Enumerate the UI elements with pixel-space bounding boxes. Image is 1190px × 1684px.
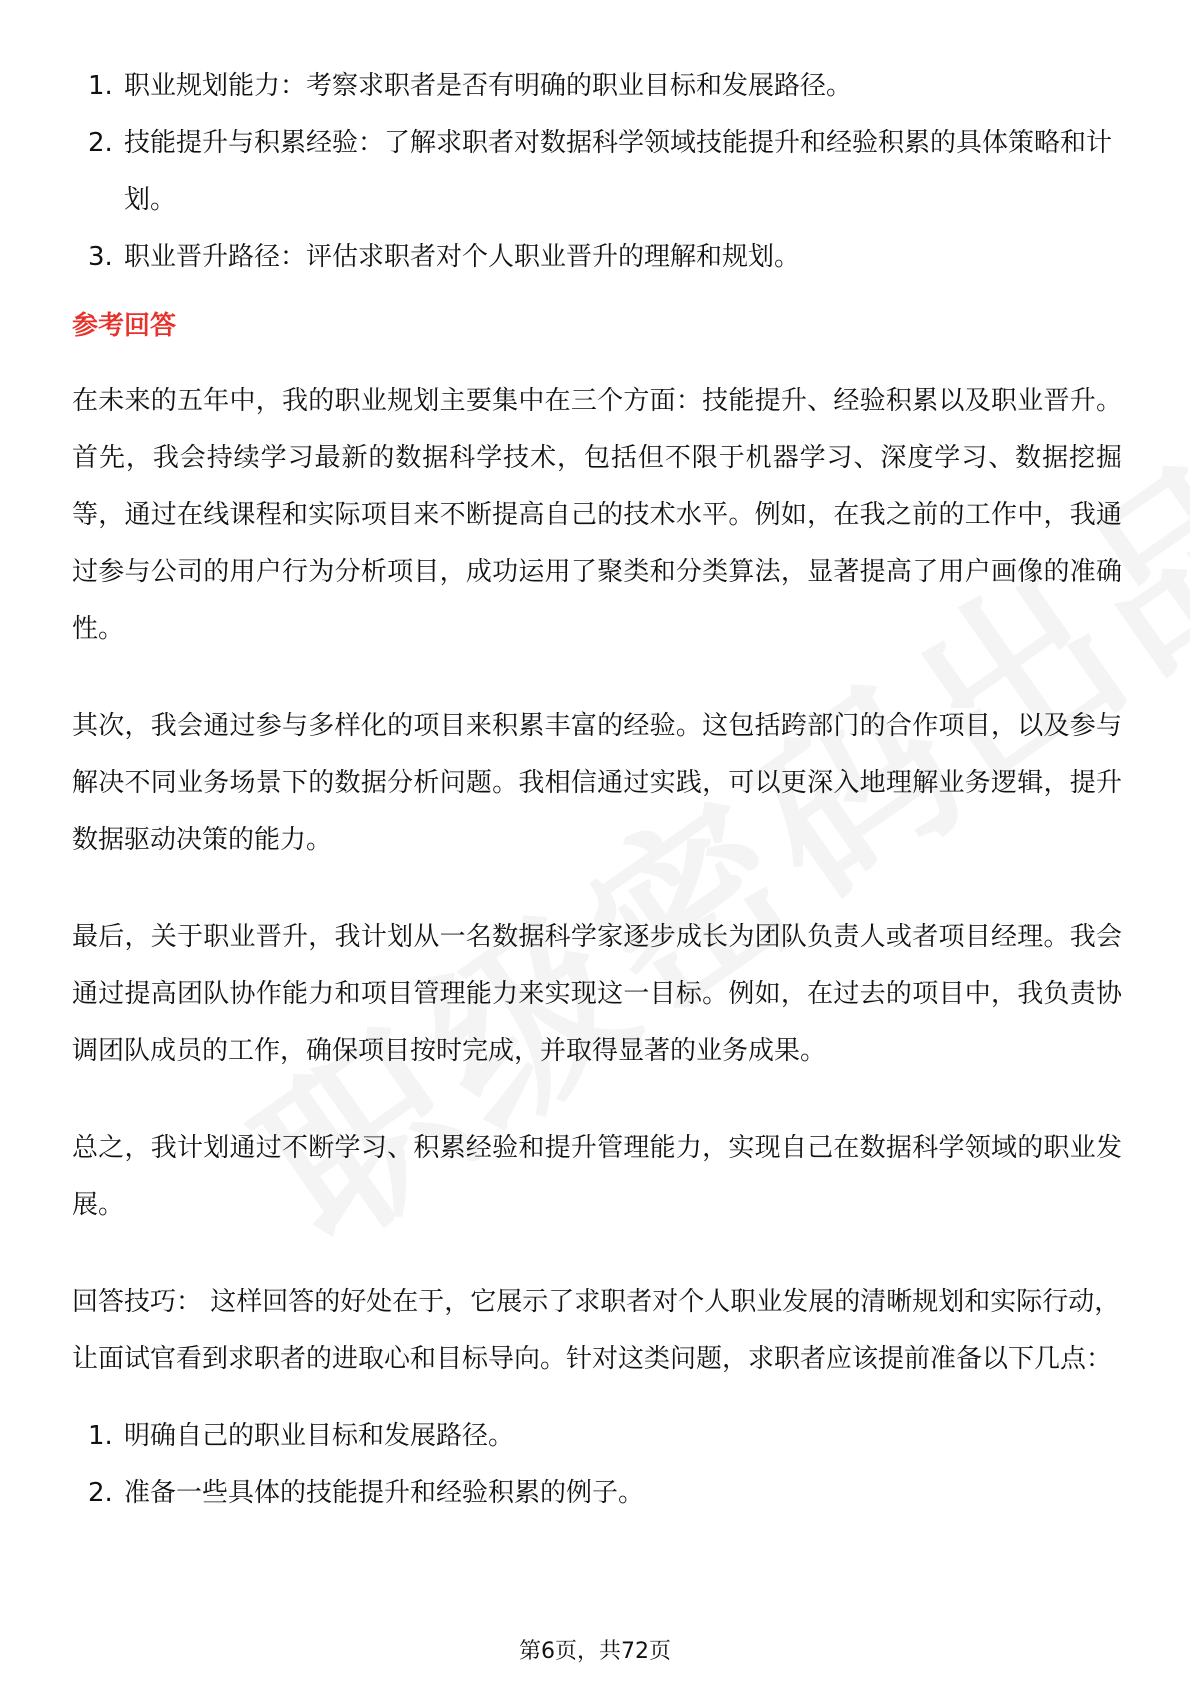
list-item-number: 1. xyxy=(88,1421,113,1451)
list-item-text: 职业晋升路径：评估求职者对个人职业晋升的理解和规划。 xyxy=(124,242,801,272)
document-page xyxy=(72,58,1122,1522)
list-item-number: 2. xyxy=(88,128,113,158)
list-item xyxy=(72,58,1122,115)
answer-paragraph: 最后，关于职业晋升，我计划从一名数据科学家逐步成长为团队负责人或者项目经理。我会通过提高团队协作能力和项目管理能力来实现这一目标。例如，在过去的项目中，我负责协调团队成员的工作，确保项目按时完成，并取得显著的业务成果。 xyxy=(72,922,1122,1066)
list-item-number: 2. xyxy=(88,1478,113,1508)
list-item xyxy=(72,229,1122,286)
answer-tips: 回答技巧： 这样回答的好处在于，它展示了求职者对个人职业发展的清晰规划和实际行动，让面试官看到求职者的进取心和目标导向。针对这类问题，求职者应该提前准备以下几点： xyxy=(72,1287,1121,1374)
answer-paragraph: 总之，我计划通过不断学习、积累经验和提升管理能力，实现自己在数据科学领域的职业发展。 xyxy=(72,1133,1122,1220)
criteria-list xyxy=(72,58,1122,286)
answer-paragraph: 在未来的五年中，我的职业规划主要集中在三个方面：技能提升、经验积累以及职业晋升。首先，我会持续学习最新的数据科学技术，包括但不限于机器学习、深度学习、数据挖掘等，通过在线课程和实际项目来不断提高自己的技术水平。例如，在我之前的工作中，我通过参与公司的用户行为分析项目，成功运用了聚类和分类算法，显著提高了用户画像的准确性。 xyxy=(72,386,1122,644)
list-item-text: 职业规划能力：考察求职者是否有明确的职业目标和发展路径。 xyxy=(124,71,853,101)
list-item xyxy=(72,1408,1122,1465)
list-item-number: 1. xyxy=(88,71,113,101)
answer-paragraph: 其次，我会通过参与多样化的项目来积累丰富的经验。这包括跨部门的合作项目，以及参与解决不同业务场景下的数据分析问题。我相信通过实践，可以更深入地理解业务逻辑，提升数据驱动决策的能力。 xyxy=(72,711,1122,855)
page-footer: 第6页，共72页 xyxy=(519,1639,671,1664)
list-item-text: 技能提升与积累经验：了解求职者对数据科学领域技能提升和经验积累的具体策略和计划。 xyxy=(124,128,1113,215)
prep-list xyxy=(72,1408,1122,1522)
list-item-text: 准备一些具体的技能提升和经验积累的例子。 xyxy=(124,1478,645,1508)
list-item xyxy=(72,1465,1122,1522)
list-item xyxy=(72,115,1122,229)
section-title: 参考回答 xyxy=(72,311,177,341)
list-item-number: 3. xyxy=(88,242,113,272)
list-item-text: 明确自己的职业目标和发展路径。 xyxy=(124,1421,515,1451)
